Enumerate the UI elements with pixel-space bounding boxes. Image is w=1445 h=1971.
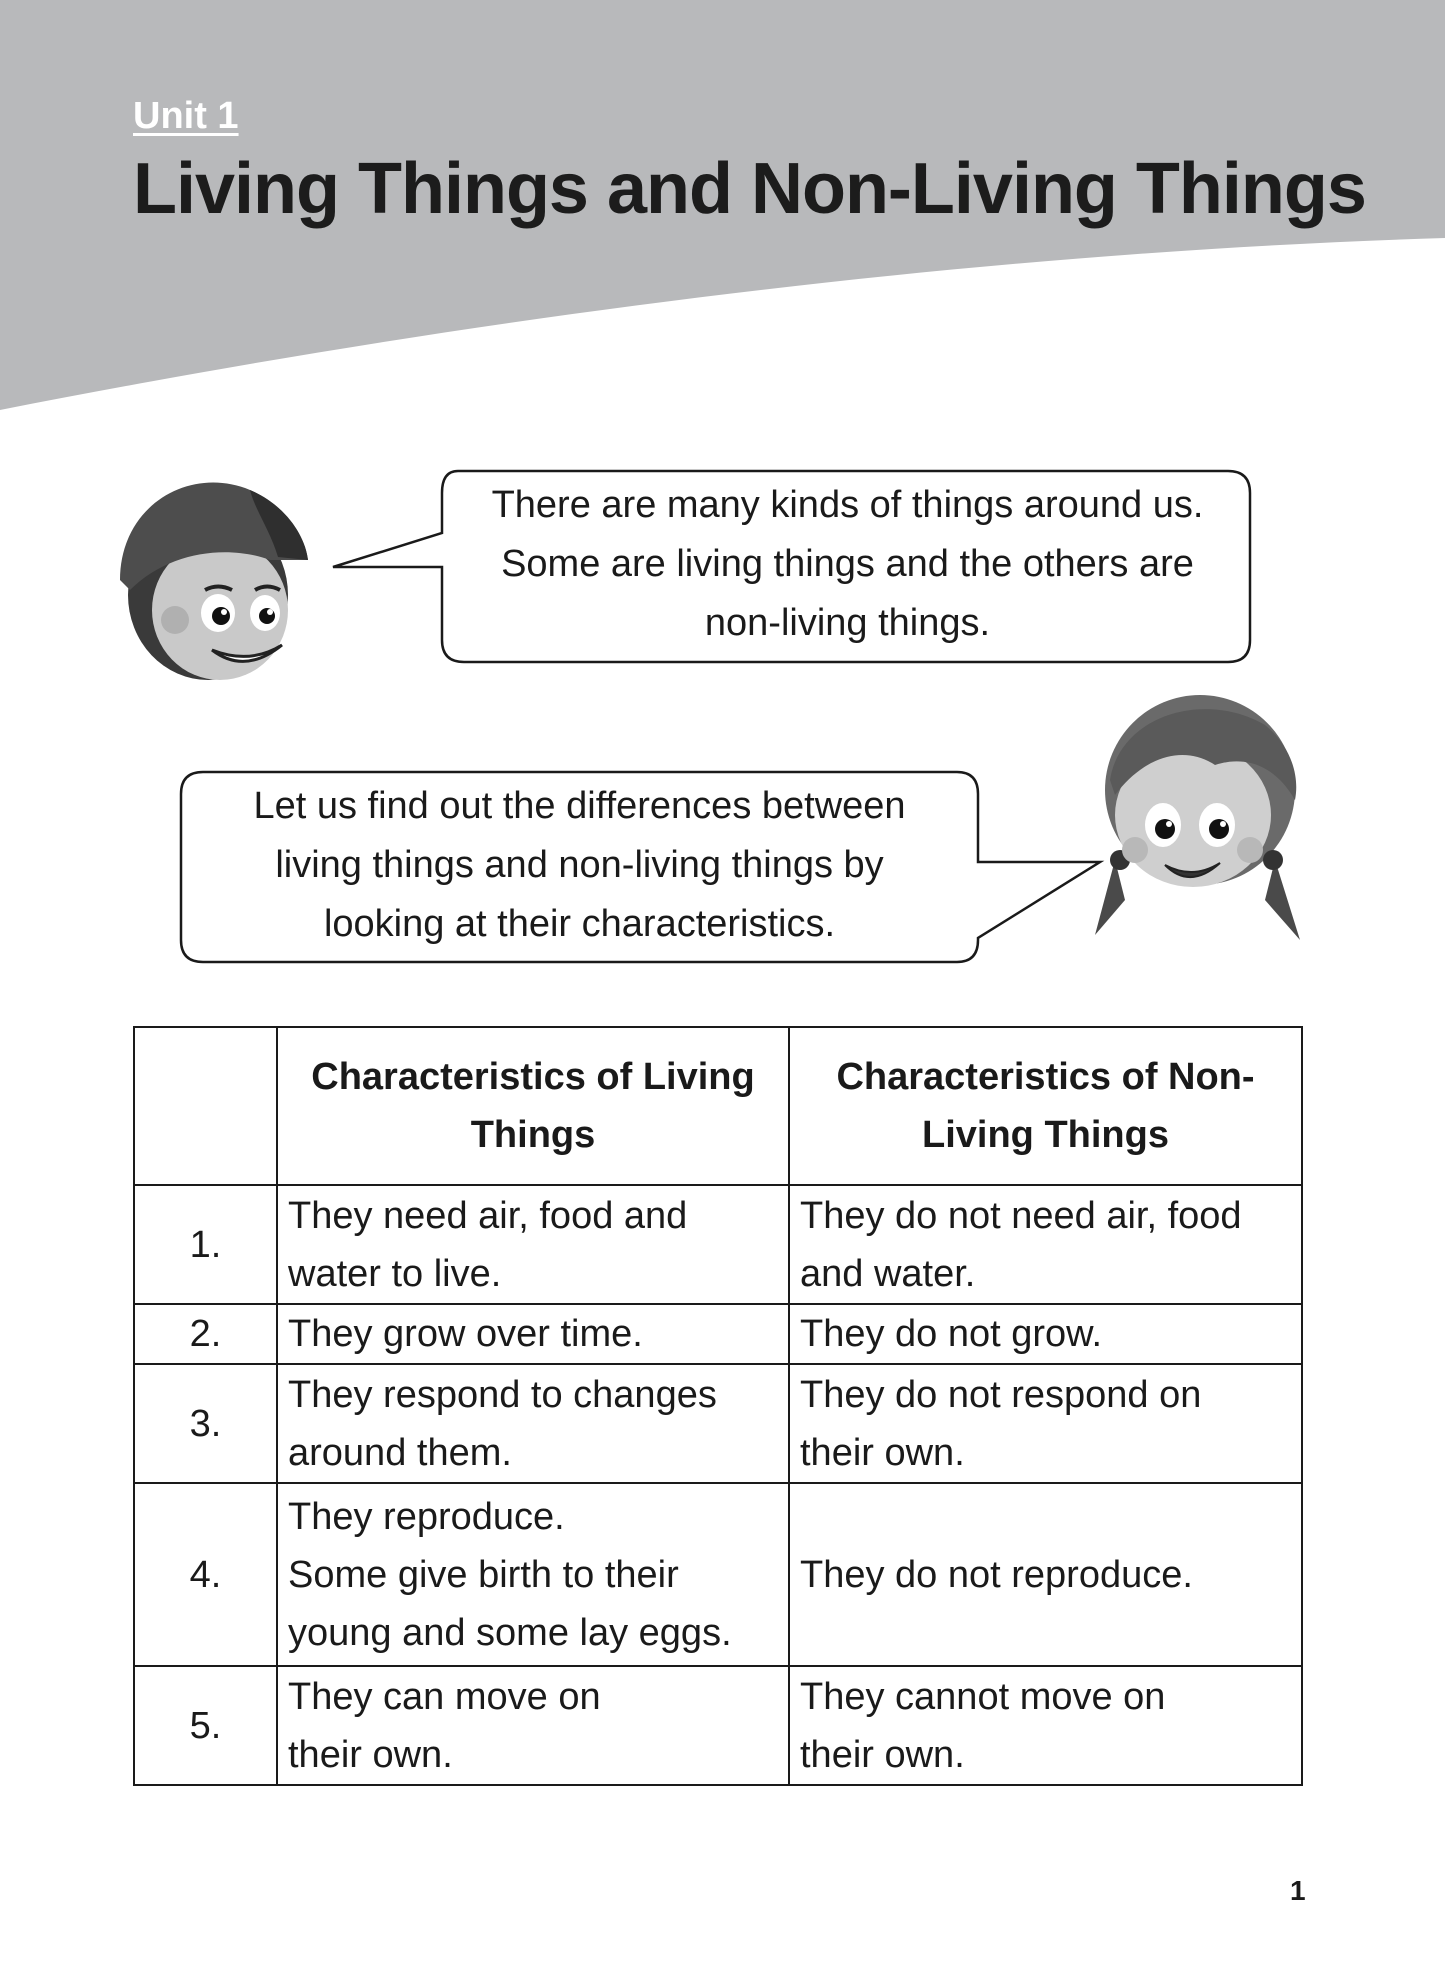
living-cell <box>277 1185 789 1304</box>
bubble-2-line-2: living things and non-living things by <box>275 844 884 886</box>
cell-line: They can move on <box>288 1675 601 1718</box>
cell-line: They grow over time. <box>288 1313 643 1355</box>
table-row <box>134 1185 1302 1304</box>
table-row <box>134 1304 1302 1364</box>
page-title: Living Things and Non-Living Things <box>133 149 1366 229</box>
unit-label: Unit 1 <box>133 95 239 137</box>
living-cell <box>277 1304 789 1364</box>
cell-line: They do not need air, food <box>800 1194 1242 1237</box>
cell-line: their own. <box>800 1431 965 1474</box>
characteristics-table <box>133 1026 1303 1786</box>
nonliving-cell <box>789 1304 1302 1364</box>
bubble-1-line-1: There are many kinds of things around us. <box>491 484 1204 526</box>
cell-line: and water. <box>800 1252 976 1295</box>
table-row <box>134 1483 1302 1666</box>
bubble-2-line-1: Let us find out the differences between <box>253 785 906 827</box>
cell-line: They do not respond on <box>800 1373 1202 1416</box>
bubble-1-line-3: non-living things. <box>704 602 991 644</box>
cell-line: They do not grow. <box>800 1313 1103 1355</box>
header-nonliving: Characteristics of Non-Living Things <box>789 1027 1302 1185</box>
cell-line: They cannot move on <box>800 1675 1166 1718</box>
table-row <box>134 1666 1302 1785</box>
cell-line: young and some lay eggs. <box>288 1611 732 1654</box>
row-number: 3. <box>134 1364 277 1483</box>
living-cell <box>277 1666 789 1785</box>
page-number: 1 <box>1290 1875 1306 1906</box>
living-cell <box>277 1483 789 1666</box>
cell-line: their own. <box>288 1733 453 1776</box>
cell-line: They reproduce. <box>288 1495 565 1538</box>
cell-line: They need air, food and <box>288 1194 688 1237</box>
cell-line: They respond to changes <box>288 1373 717 1416</box>
cell-line: Some give birth to their <box>288 1553 679 1596</box>
row-number: 1. <box>134 1185 277 1304</box>
cell-line: their own. <box>800 1733 965 1776</box>
row-number: 2. <box>134 1304 277 1364</box>
bubble-1-line-2: Some are living things and the others are <box>501 543 1194 585</box>
row-number: 4. <box>134 1483 277 1666</box>
nonliving-cell <box>789 1666 1302 1785</box>
header-number <box>134 1027 277 1185</box>
nonliving-cell <box>789 1483 1302 1666</box>
cell-line: They do not reproduce. <box>800 1553 1193 1596</box>
cell-line: around them. <box>288 1431 512 1474</box>
nonliving-cell <box>789 1364 1302 1483</box>
speech-bubble-2-text <box>181 777 978 954</box>
living-cell <box>277 1364 789 1483</box>
nonliving-cell <box>789 1185 1302 1304</box>
row-number: 5. <box>134 1666 277 1785</box>
bubble-2-line-3: looking at their characteristics. <box>323 903 836 945</box>
header-living: Characteristics of Living Things <box>277 1027 789 1185</box>
cell-line: water to live. <box>288 1252 502 1295</box>
table-row <box>134 1364 1302 1483</box>
table-header-row <box>134 1027 1302 1185</box>
